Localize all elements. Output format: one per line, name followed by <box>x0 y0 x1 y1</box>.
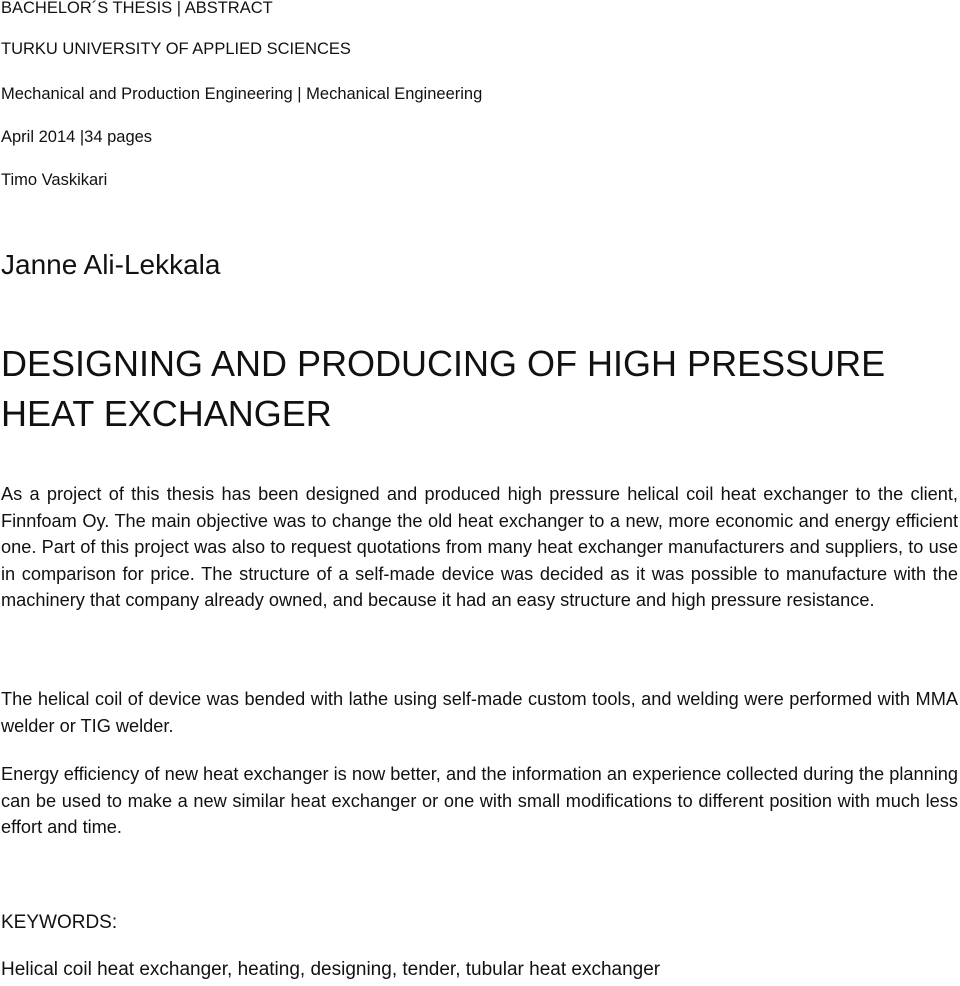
author-name: Janne Ali-Lekkala <box>1 249 221 280</box>
abstract-paragraph-1: As a project of this thesis has been designed and produced high pressure helical coil heat exchanger to the client, Finnfoam Oy. The main objective was to change the old heat exchanger to a new, more economic and energy efficient one. Part of this project was also to request quotations from many heat exchanger manufacturers and suppliers, to use in comparison for price. The structure of a self-made device was decided as it was possible to manufacture with the machinery that company already owned, and because it had an easy structure and high pressure resistance. <box>1 484 958 610</box>
thesis-title: DESIGNING AND PRODUCING OF HIGH PRESSURE HEAT EXCHANGER <box>1 343 886 434</box>
abstract-paragraph-3: Energy efficiency of new heat exchanger is now better, and the information an experience collected during the planning can be used to make a new similar heat exchanger or one with small modifications to different position with much less effort and time. <box>1 764 958 837</box>
thesis-type: BACHELOR´S THESIS | ABSTRACT <box>1 0 273 17</box>
keywords-list: Helical coil heat exchanger, heating, designing, tender, tubular heat exchanger <box>1 959 661 980</box>
keywords-label: KEYWORDS: <box>1 912 118 933</box>
university-name: TURKU UNIVERSITY OF APPLIED SCIENCES <box>1 40 351 58</box>
supervisor-name: Timo Vaskikari <box>1 171 108 189</box>
degree-programme: Mechanical and Production Engineering | Mechanical Engineering <box>1 85 483 103</box>
abstract-paragraph-2: The helical coil of device was bended with lathe using self-made custom tools, and welding were performed with MMA welder or TIG welder. <box>1 689 958 736</box>
date-and-pages: April 2014 |34 pages <box>1 128 153 146</box>
